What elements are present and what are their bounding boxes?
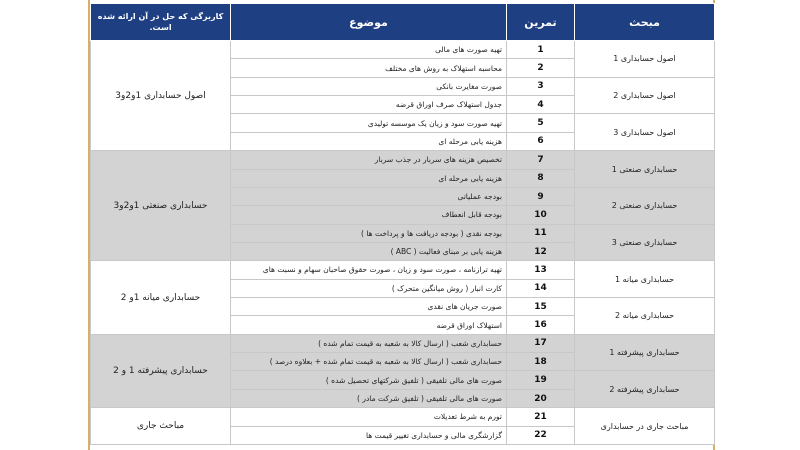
- worksheet-cell: حسابداری میانه 1و 2: [91, 261, 231, 334]
- exercise-number: 22: [507, 426, 575, 444]
- topic-cell: بودجه عملیاتی: [231, 187, 507, 205]
- table-row: [91, 261, 715, 279]
- topic-cell: استهلاک اوراق قرضه: [231, 316, 507, 334]
- table-row: [91, 334, 715, 352]
- topic-cell: صورت جریان های نقدی: [231, 298, 507, 316]
- exercise-number: 17: [507, 334, 575, 352]
- exercise-number: 5: [507, 114, 575, 132]
- subject-cell: اصول حسابداری 3: [575, 114, 715, 151]
- subject-cell: حسابداری صنعتی 1: [575, 151, 715, 188]
- topic-cell: حسابداری شعب ( ارسال کالا به شعبه به قیمت تمام شده ): [231, 334, 507, 352]
- topic-cell: گزارشگری مالی و حسابداری تغییر قیمت ها: [231, 426, 507, 444]
- topic-cell: کارت انبار ( روش میانگین متحرک ): [231, 279, 507, 297]
- topic-cell: بودجه قابل انعطاف: [231, 206, 507, 224]
- exercise-number: 12: [507, 242, 575, 260]
- topic-cell: جدول استهلاک صرف اوراق قرضه: [231, 96, 507, 114]
- subject-cell: حسابداری پیشرفته 1: [575, 334, 715, 371]
- topic-cell: محاسبه استهلاک به روش های مختلف: [231, 59, 507, 77]
- exercise-number: 10: [507, 206, 575, 224]
- subject-cell: حسابداری میانه 2: [575, 298, 715, 335]
- topic-cell: صورت های مالی تلفیقی ( تلفیق شرکتهای تحصیل شده ): [231, 371, 507, 389]
- topic-cell: تهیه صورت های مالی: [231, 41, 507, 59]
- topic-cell: تخصیص هزینه های سربار در جذب سربار: [231, 151, 507, 169]
- exercise-number: 2: [507, 59, 575, 77]
- header-topic: موضوع: [231, 4, 507, 41]
- worksheet-cell: حسابداری صنعتی 1و2و3: [91, 151, 231, 261]
- exercise-number: 9: [507, 187, 575, 205]
- exercise-number: 14: [507, 279, 575, 297]
- subject-cell: اصول حسابداری 1: [575, 41, 715, 78]
- topic-cell: بودجه نقدی ( بودجه دریافت ها و پرداخت ها ): [231, 224, 507, 242]
- subject-cell: حسابداری صنعتی 3: [575, 224, 715, 261]
- topic-cell: هزینه یابی مرحله ای: [231, 169, 507, 187]
- topic-cell: صورت مغایرت بانکی: [231, 77, 507, 95]
- topic-cell: تهیه صورت سود و زیان یک موسسه تولیدی: [231, 114, 507, 132]
- exercise-number: 8: [507, 169, 575, 187]
- table-row: [91, 41, 715, 59]
- table-body: [91, 41, 715, 445]
- exercise-number: 7: [507, 151, 575, 169]
- exercise-number: 3: [507, 77, 575, 95]
- exercise-number: 19: [507, 371, 575, 389]
- subject-cell: حسابداری صنعتی 2: [575, 187, 715, 224]
- exercise-number: 15: [507, 298, 575, 316]
- subject-cell: اصول حسابداری 2: [575, 77, 715, 114]
- header-row: [91, 4, 715, 41]
- exercise-number: 18: [507, 353, 575, 371]
- topic-cell: تهیه ترازنامه ، صورت سود و زیان ، صورت حقوق صاحبان سهام و نسبت های: [231, 261, 507, 279]
- topic-cell: صورت های مالی تلفیقی ( تلفیق شرکت مادر ): [231, 389, 507, 407]
- worksheet-cell: حسابداری پیشرفته 1 و 2: [91, 334, 231, 407]
- subject-cell: حسابداری میانه 1: [575, 261, 715, 298]
- exercise-number: 16: [507, 316, 575, 334]
- header-description: کاربرگی که حل در آن ارائه شده است.: [91, 4, 231, 41]
- header-exercise: تمرین: [507, 4, 575, 41]
- topic-cell: هزینه یابی بر مبنای فعالیت ( ABC ): [231, 242, 507, 260]
- table-row: [91, 151, 715, 169]
- worksheet-cell: مباحث جاری: [91, 408, 231, 445]
- exercise-number: 21: [507, 408, 575, 426]
- exercise-table: [90, 3, 715, 445]
- topic-cell: تورم به شرط تعدیلات: [231, 408, 507, 426]
- header-subject: مبحث: [575, 4, 715, 41]
- exercise-number: 1: [507, 41, 575, 59]
- exercise-number: 4: [507, 96, 575, 114]
- worksheet-cell: اصول حسابداری 1و2و3: [91, 41, 231, 151]
- topic-cell: هزینه یابی مرحله ای: [231, 132, 507, 150]
- exercise-number: 20: [507, 389, 575, 407]
- topic-cell: حسابداری شعب ( ارسال کالا به شعبه به قیمت تمام شده + بعلاوه درصد ): [231, 353, 507, 371]
- exercise-number: 11: [507, 224, 575, 242]
- exercise-number: 13: [507, 261, 575, 279]
- exercise-number: 6: [507, 132, 575, 150]
- subject-cell: مباحث جاری در حسابداری: [575, 408, 715, 445]
- subject-cell: حسابداری پیشرفته 2: [575, 371, 715, 408]
- table-row: [91, 408, 715, 426]
